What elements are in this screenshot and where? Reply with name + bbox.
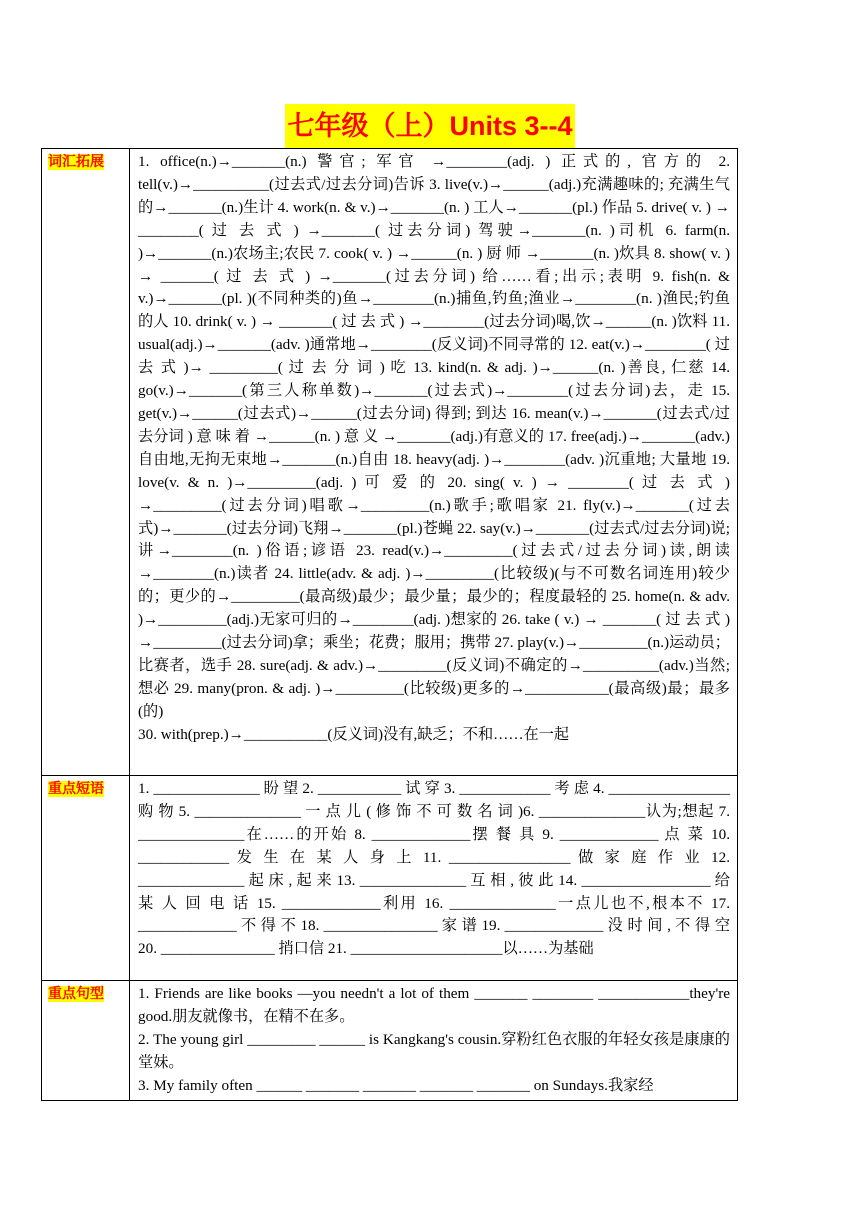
phrases-label: 重点短语: [48, 781, 104, 797]
sentences-label-cell: [42, 981, 130, 1101]
vocab-label-cell: [42, 149, 130, 776]
sentence-item: 1. Friends are like books —you needn't a lot of them _______ ________ ____________they're good.朋友就像书，在精不在多。: [138, 985, 730, 1025]
sentences-label: 重点句型: [48, 986, 104, 1002]
sentences-content-cell: [130, 981, 738, 1101]
vocab-last-line: 30. with(prep.)→___________(反义词)没有,缺乏；不和……在一起: [138, 725, 570, 743]
phrases-content-cell: [130, 776, 738, 981]
sentence-item: 3. My family often ______ _______ _______ _______ _______ on Sundays.我家经: [138, 1076, 654, 1094]
title-wrap: [0, 104, 860, 148]
phrases-row: [42, 776, 738, 981]
phrases-text: 1. ______________ 盼 望 2. ___________ 试 穿 3. ____________ 考 虑 4. ________________ 购 物 5. ______________ 一 点 儿 ( 修 饰 不 可 数 名 词 )6. ______________认为;想起 7. ______________在……的开始 8. _____________摆 餐 具 9. _____________ 点 菜 10. ____________ 发 生 在 某 人 身 上 11. ________________ 做 家 庭 作 业 12. ______________ 起 床 , 起 来 13. ______________ 互 相 , 彼 此 14. _________________ 给 某 人 回 电 话 15. _____________利用 16. ______________一点儿也不,根本不 17. _____________ 不 得 不 18. _______________ 家 谱 19. _____________ 没 时 间 , 不 得 空 20. _______________ 捎口信 21. ____________________以……为基础: [138, 780, 731, 958]
vocab-content-cell: [130, 149, 738, 776]
vocab-label: 词汇拓展: [48, 154, 104, 170]
vocab-text: 1. office(n.)→_______(n.) 警官; 军官 →________(adj. ) 正式的, 官方的 2. tell(v.)→__________(过去式/过去分词)告诉 3. live(v.)→______(adj.)充满趣味的; 充满生气的→_______(n.)生计 4. work(n. & v.)→_______(n. ) 工人→_______(pl.) 作品 5. drive( v. ) → ________( 过 去 式 ) →_______( 过去分词) 驾驶→_______(n. )司机 6. farm(n. )→_______(n.)农场主;农民 7. cook( v. ) →______(n. ) 厨 师 →_______(n. )炊具 8. show( v. ) → _______( 过 去 式 ) →_______(过去分词) 给……看;出示;表明 9. fish(n. & v.)→_______(pl. )(不同种类的)鱼→________(n.)捕鱼,钓鱼;渔业→________(n. )渔民;钓鱼的人 10. drink( v. ) → _______( 过 去 式 ) →________(过去分词)喝,饮→______(n. )饮料 11. usual(adj.)→_______(adv. )通常地→________(反义词)不同寻常的 12. eat(v.)→________( 过 去 式 )→ _________( 过 去 分 词 ) 吃 13. kind(n. & adj. )→______(n. )善良, 仁慈 14. go(v.)→_______(第三人称单数)→_______(过去式)→________(过去分词)去，走 15. get(v.)→______(过去式)→______(过去分词) 得到; 到达 16. mean(v.)→_______(过去式/过去分词 ) 意 味 着 →______(n. ) 意 义 →_______(adj.)有意义的 17. free(adj.)→_______(adv.)自由地,无拘无束地→_______(n.)自由 18. heavy(adj. )→________(adv. )沉重地; 大量地 19. love(v. & n. )→_________(adj. ) 可 爱 的 20. sing( v. ) → ________( 过 去 式 ) →_________(过去分词)唱歌→_________(n.)歌手;歌唱家 21. fly(v.)→_______(过去式)→_______(过去分词)飞翔→_______(pl.)苍蝇 22. say(v.)→_______(过去式/过去分词)说;讲→________(n. )俗语;谚语 23. read(v.)→_________(过去式/过去分词)读,朗读→________(n.)读者 24. little(adv. & adj. )→_________(比较级)(与不可数名词连用)较少的；更少的→_________(最高级)最少；最少量；最少的；程度最轻的 25. home(n. & adv. )→_________(adj.)无家可归的→________(adj. )想家的 26. take ( v.) → _______( 过 去 式 ) →_________(过去分词)拿；乘坐；花费；服用；携带 27. play(v.)→_________(n.)运动员；比赛者，选手 28. sure(adj. & adv.)→_________(反义词)不确定的→__________(adv.)当然;想必 29. many(pron. & adj. )→_________(比较级)更多的→___________(最高级)最；最多(的): [138, 153, 730, 720]
sentence-item: 2. The young girl _________ ______ is Kangkang's cousin.穿粉红色衣服的年轻女孩是康康的堂妹。: [138, 1030, 730, 1071]
page-title: 七年级（上）Units 3--4: [285, 104, 574, 148]
sentences-row: [42, 981, 738, 1101]
vocab-row: [42, 149, 738, 776]
worksheet-table: [41, 148, 738, 1101]
phrases-label-cell: [42, 776, 130, 981]
